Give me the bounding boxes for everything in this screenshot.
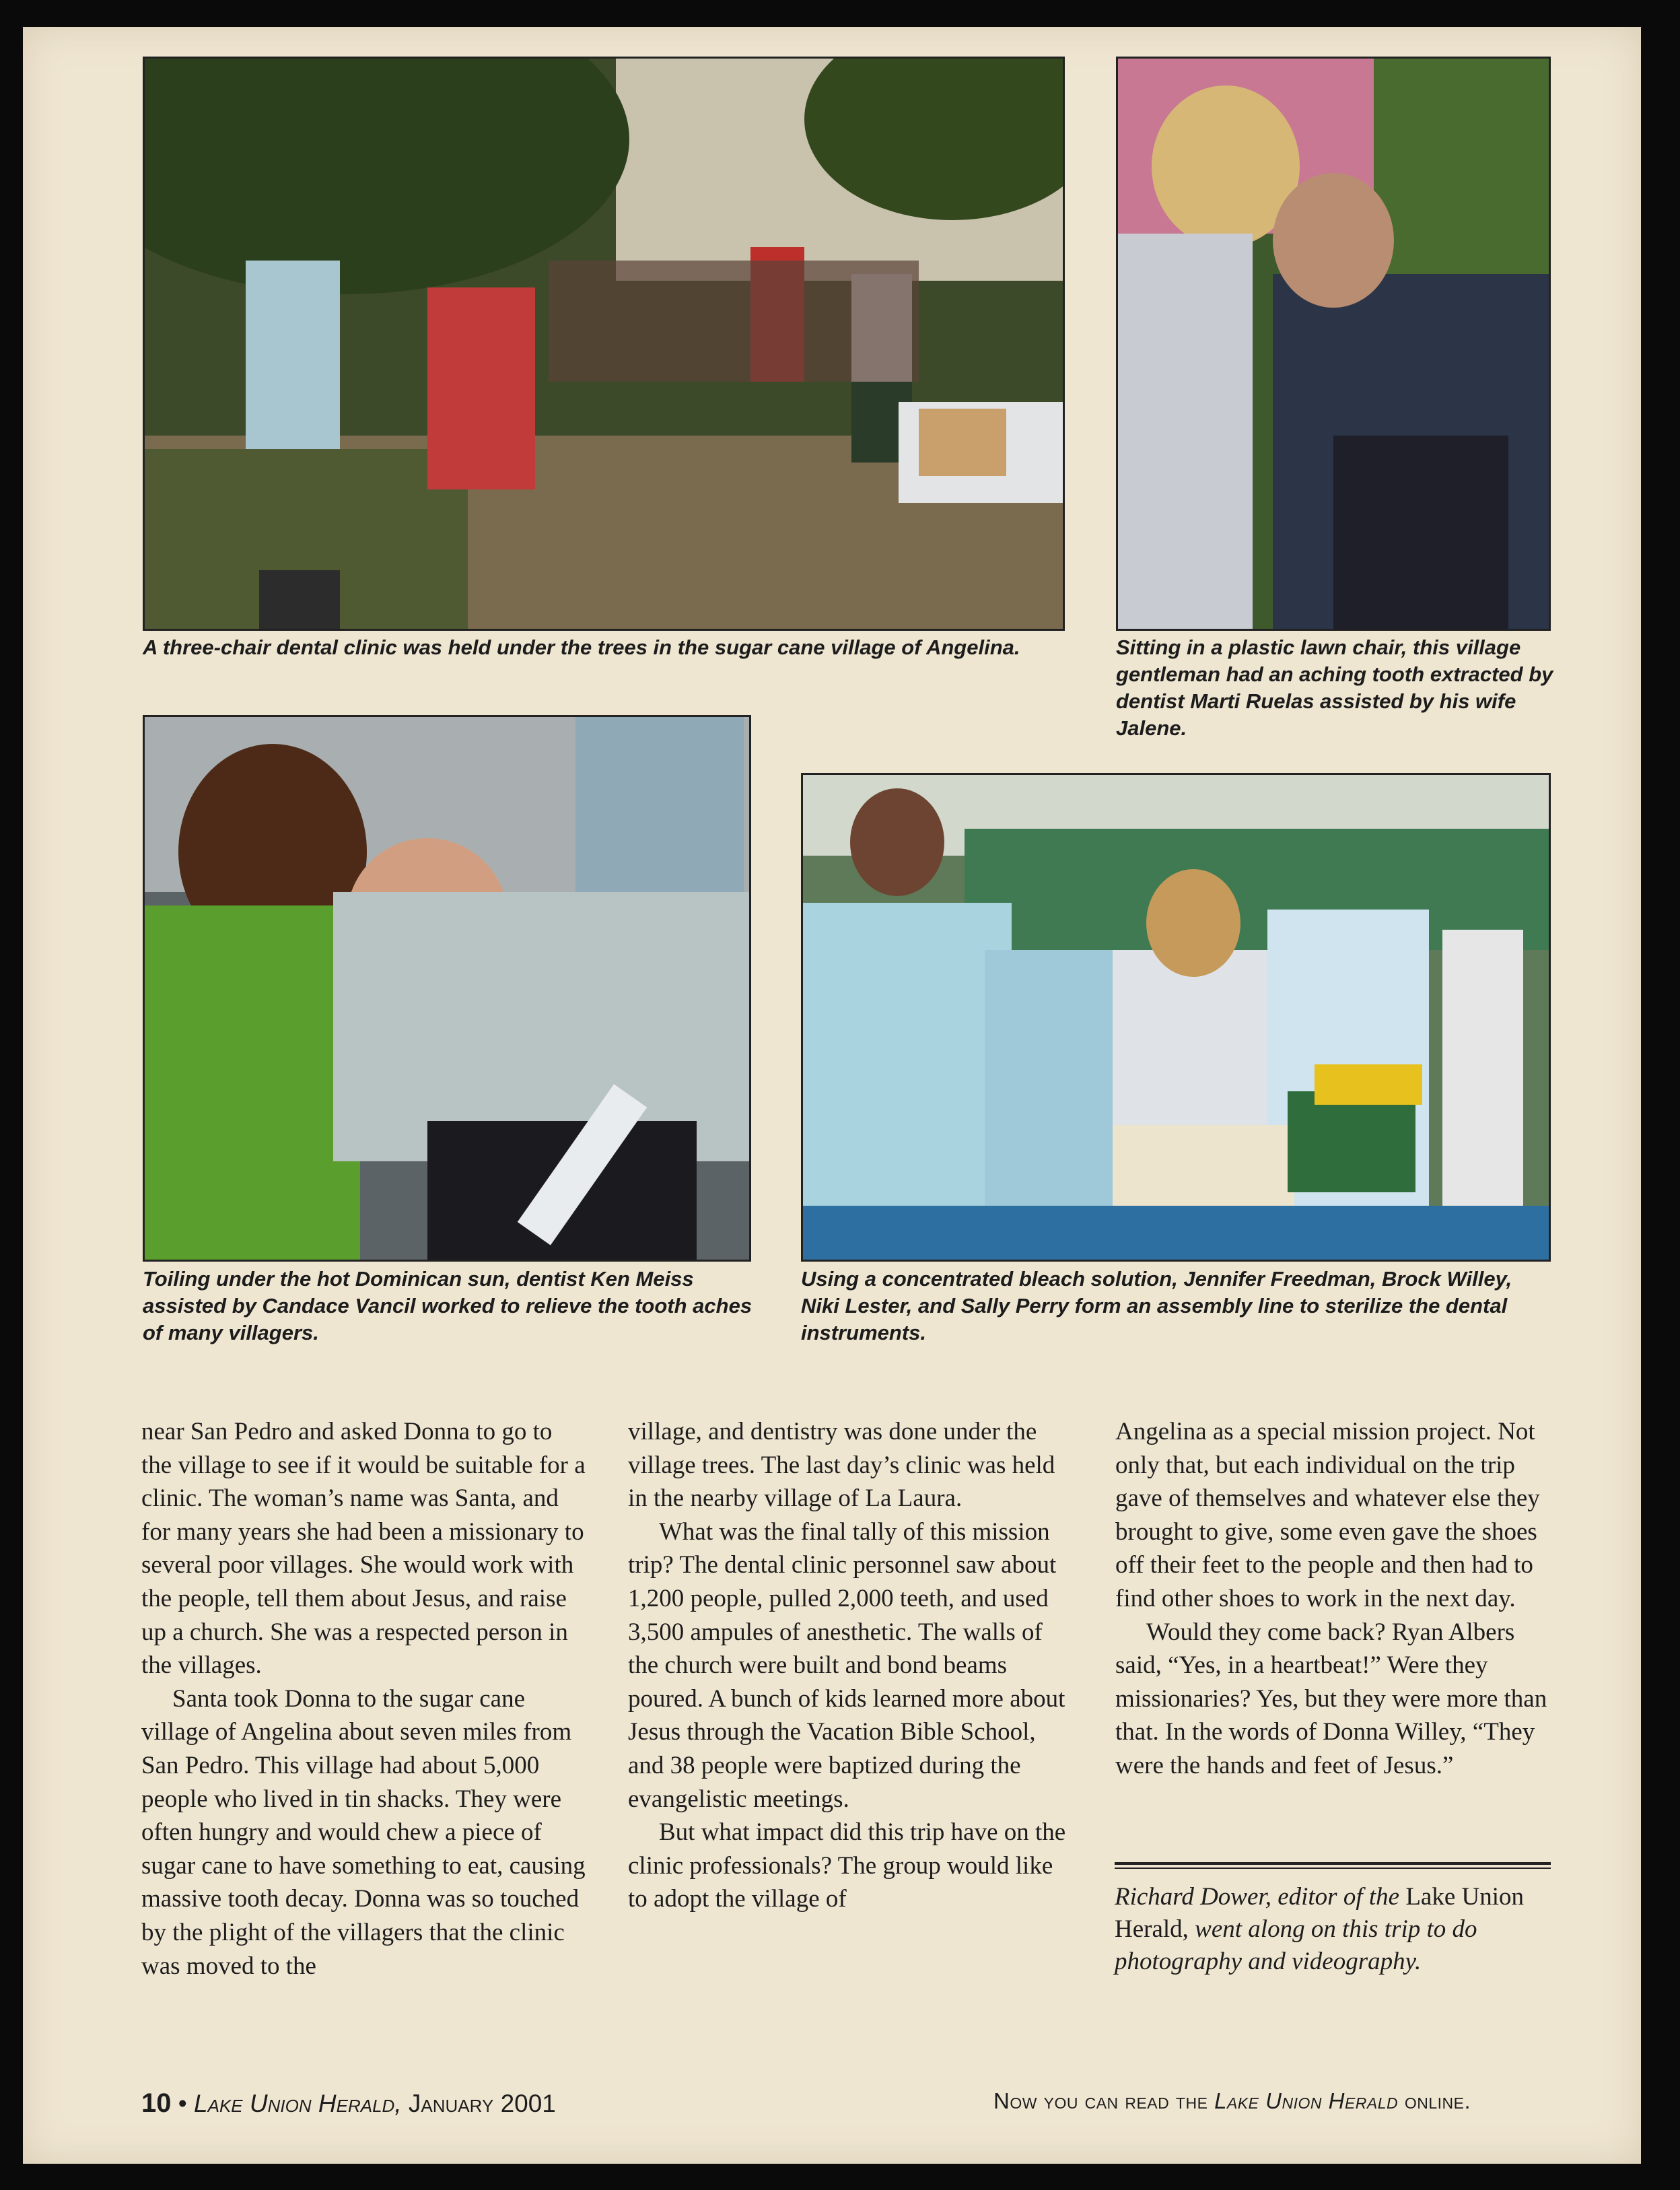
page-number: 10 [141, 2088, 172, 2118]
footer-promo [993, 2088, 1471, 2114]
article-paragraph: Santa took Donna to the sugar cane village of Angelina about seven miles from San Pedro. This village had about 5,000 people who lived in tin shacks. They were often hungry and would chew a piece of sugar cane to have something to eat, causing massive tooth decay. Donna was so touched by the plight of the villagers that the clinic was moved to the [141, 1684, 586, 1980]
article-column-3 [1115, 1415, 1560, 1783]
footer-bullet: • [178, 2090, 187, 2117]
photo-lawn-chair-extraction [1116, 57, 1551, 631]
footer-publication: Lake Union Herald, [194, 2090, 402, 2117]
photo-dentist-working [143, 715, 751, 1262]
article-paragraph: But what impact did this trip have on the clinic professionals? The group would like to adopt the village of [628, 1818, 1066, 1913]
article-paragraph: What was the final tally of this mission trip? The dental clinic personnel saw about 1,200 people, pulled 2,000 teeth, and used 3,500 ampules of anesthetic. The walls of the church were built and bond beams poured. A bunch of kids learned more about Jesus through the Vacation Bible School, and 38 people were baptized during the evangelistic meetings. [628, 1517, 1065, 1813]
photo-caption: Toiling under the hot Dominican sun, dentist Ken Meiss assisted by Candace Vancil worked to relieve the tooth aches of many villagers. [143, 1267, 753, 1344]
credit-text: Richard Dower, editor of the [1115, 1883, 1400, 1911]
footer-date: January 2001 [408, 2090, 556, 2117]
article-paragraph: near San Pedro and asked Donna to go to the village to see if it would be suitable for a clinic. The woman’s name was Santa, and for many years she had been a missionary to several poor villages. She would work with the people, tell them about Jesus, and raise up a church. She was a respected person in the villages. [141, 1418, 586, 1680]
double-rule-divider [1115, 1862, 1551, 1869]
photographer-credit [1115, 1881, 1559, 1978]
footer-folio [141, 2088, 556, 2119]
photo-outdoor-clinic [143, 57, 1065, 631]
magazine-page [23, 27, 1641, 2164]
article-paragraph: Would they come back? Ryan Albers said, “Yes, in a heartbeat!” Were they missionaries? Yes, but they were more than that. In the words of Donna Willey, “They were the hands and feet of Jesus.” [1115, 1618, 1547, 1779]
article-paragraph: Angelina as a special mission project. Not only that, but each individual on the trip gave of themselves and whatever else they brought to give, some even gave the shoes off their feet to the people and then had to find other shoes to work in the next day. [1115, 1418, 1540, 1612]
credit-text: went along on this trip to do photography and videography. [1115, 1915, 1477, 1975]
article-column-1 [141, 1415, 586, 1983]
credit-publication: Lake Union Herald, [1115, 1883, 1525, 1943]
promo-text: online. [1404, 2088, 1471, 2113]
promo-publication: Lake Union Herald [1214, 2088, 1399, 2113]
promo-text: Now you can read the [993, 2088, 1208, 2113]
photo-caption: A three-chair dental clinic was held under the trees in the sugar cane village of Angelina. [143, 636, 1020, 659]
photo-sterilizing-instruments [801, 773, 1551, 1262]
article-column-2 [628, 1415, 1072, 1916]
photo-caption: Sitting in a plastic lawn chair, this village gentleman had an aching tooth extracted by dentist Marti Ruelas assisted by his wife Jalene. [1116, 636, 1553, 740]
article-paragraph: village, and dentistry was done under the village trees. The last day’s clinic was held in the nearby village of La Laura. [628, 1418, 1055, 1513]
photo-caption: Using a concentrated bleach solution, Jennifer Freedman, Brock Willey, Niki Lester, and Sally Perry form an assembly line to sterilize the dental instruments. [801, 1267, 1512, 1344]
